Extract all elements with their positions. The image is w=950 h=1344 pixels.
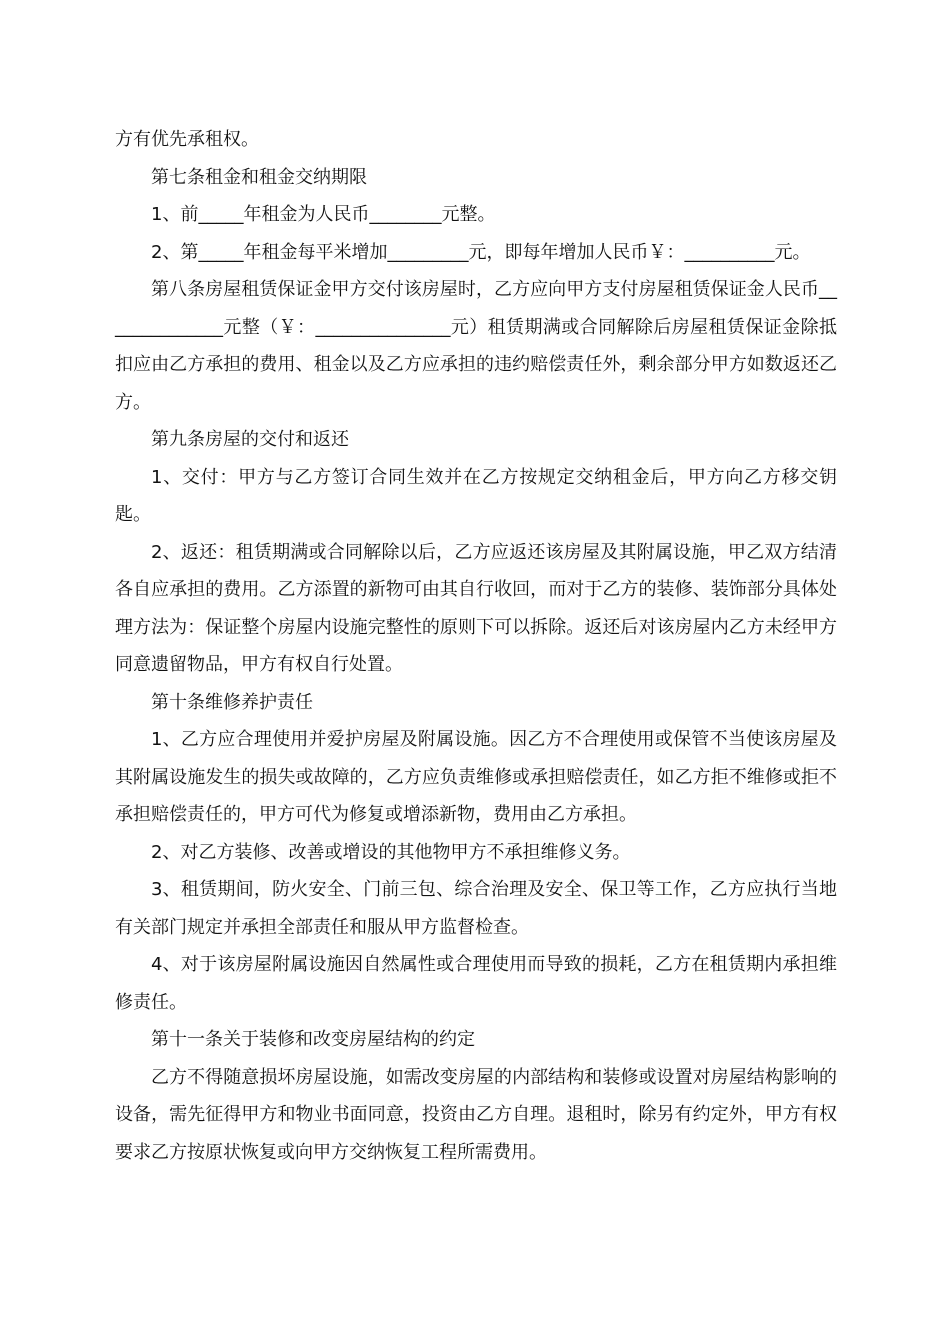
article-10-clause-4: 4、对于该房屋附属设施因自然属性或合理使用而导致的损耗，乙方在租赁期内承担维修责任。 [115,954,837,1013]
article-9-clause-2: 2、返还：租赁期满或合同解除以后，乙方应返还该房屋及其附属设施，甲乙双方结清各自应承担的费用。乙方添置的新物可由其自行收回，而对于乙方的装修、装饰部分具体处理方法为：保证整个房屋内设施完整性的原则下可以拆除。返还后对该房屋内乙方未经甲方同意遗留物品，甲方有权自行处置。 [115,541,837,675]
document-body [115,121,837,1171]
article-11-heading: 第十一条关于装修和改变房屋结构的约定 [151,1029,475,1050]
article-8-paragraph: 第八条房屋租赁保证金甲方交付该房屋时，乙方应向甲方支付房屋租赁保证金人民币______________元整（￥：_______________元）租赁期满或合同解除后房屋租赁保证金除抵扣应由乙方承担的费用、租金以及乙方应承担的违约赔偿责任外，剩余部分甲方如数返还乙方。 [115,279,837,413]
article-10-heading: 第十条维修养护责任 [151,691,313,713]
article-10-clause-2: 2、对乙方装修、改善或增设的其他物甲方不承担维修义务。 [151,841,631,863]
article-11-paragraph: 乙方不得随意损坏房屋设施，如需改变房屋的内部结构和装修或设置对房屋结构影响的设备，需先征得甲方和物业书面同意，投资由乙方自理。退租时，除另有约定外，甲方有权要求乙方按原状恢复或向甲方交纳恢复工程所需费用。 [115,1066,837,1163]
article-7-heading: 第七条租金和租金交纳期限 [151,166,367,188]
paragraph-continuation: 方有优先承租权。 [115,129,259,150]
article-10-clause-3: 3、租赁期间，防火安全、门前三包、综合治理及安全、保卫等工作，乙方应执行当地有关部门规定并承担全部责任和服从甲方监督检查。 [115,879,837,938]
article-7-clause-2: 2、第_____年租金每平米增加_________元，即每年增加人民币￥：__________元。 [151,241,811,263]
article-10-clause-1: 1、乙方应合理使用并爱护房屋及附属设施。因乙方不合理使用或保管不当使该房屋及其附属设施发生的损失或故障的，乙方应负责维修或承担赔偿责任，如乙方拒不维修或拒不承担赔偿责任的，甲方可代为修复或增添新物，费用由乙方承担。 [115,729,837,825]
article-7-clause-1: 1、前_____年租金为人民币________元整。 [151,204,496,225]
article-9-heading: 第九条房屋的交付和返还 [151,429,349,450]
article-9-clause-1: 1、交付：甲方与乙方签订合同生效并在乙方按规定交纳租金后，甲方向乙方移交钥匙。 [115,466,837,525]
